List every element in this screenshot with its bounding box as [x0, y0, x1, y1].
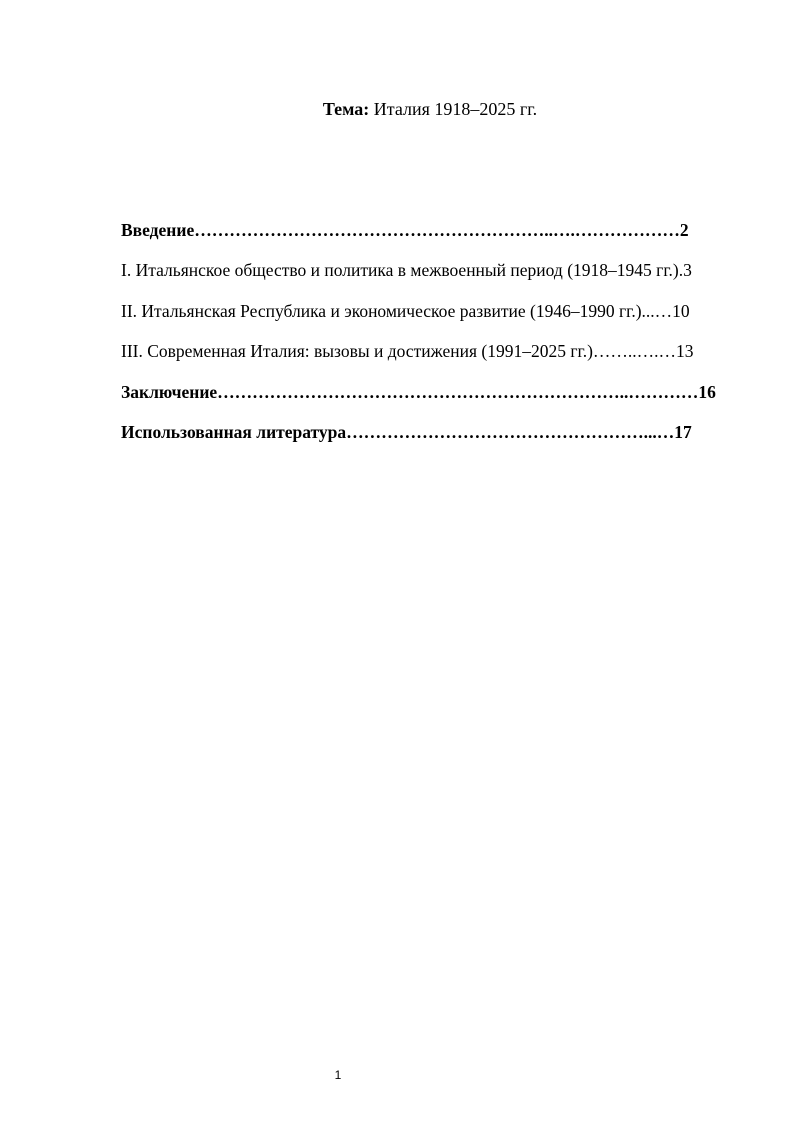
toc-entry-chapter-3: III. Современная Италия: вызовы и достижения (1991–2025 гг.)……..….…13	[121, 341, 694, 362]
toc-entry-conclusion: Заключение……………………………………………………………..…………16	[121, 381, 716, 402]
toc-entry-introduction: Введение……………………………………………………..….………………2	[121, 220, 689, 240]
topic-label: Тема:	[322, 99, 370, 119]
page-number: 1	[334, 1068, 342, 1082]
table-of-contents	[121, 218, 741, 460]
document-topic	[0, 97, 800, 121]
toc-entry-chapter-1: I. Итальянское общество и политика в межвоенный период (1918–1945 гг.).3	[121, 260, 692, 281]
toc-entry-references: Использованная литература……………………………………………...…17	[121, 421, 692, 442]
toc-entry-chapter-2: II. Итальянская Республика и экономическое развитие (1946–1990 гг.)...…10	[121, 300, 690, 321]
topic-text: Италия 1918–2025 гг.	[369, 99, 538, 119]
